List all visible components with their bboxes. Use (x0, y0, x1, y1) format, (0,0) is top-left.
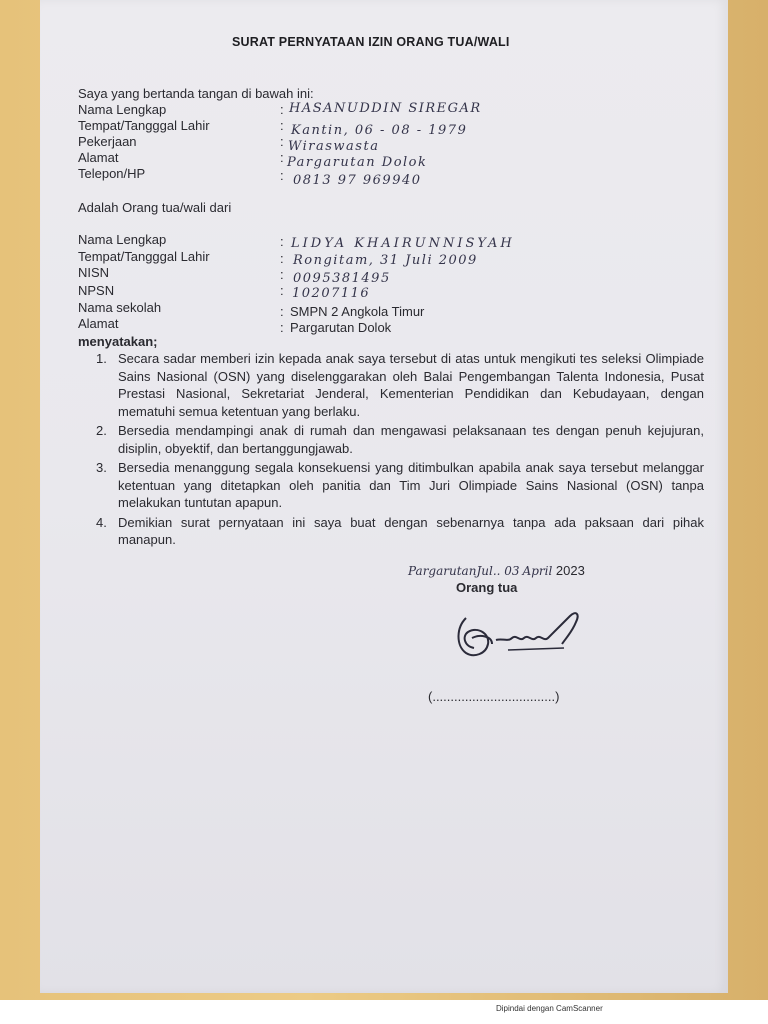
child-school-label: Nama sekolah (78, 300, 162, 315)
statement-number: 3. (96, 460, 107, 475)
statement-item (96, 459, 704, 512)
signer-role: Orang tua (456, 580, 518, 595)
guardian-of-text: Adalah Orang tua/wali dari (78, 200, 232, 215)
colon: : (280, 134, 284, 149)
child-npsn-label: NPSN (78, 283, 115, 298)
document-title: SURAT PERNYATAAN IZIN ORANG TUA/WALI (232, 35, 510, 49)
parent-address-value: Pargarutan Dolok (287, 155, 428, 170)
statement-item (96, 350, 704, 420)
statement-item (96, 422, 704, 457)
colon: : (280, 251, 284, 266)
place-date-line (408, 563, 585, 578)
colon: : (280, 267, 284, 282)
colon: : (280, 150, 284, 165)
colon: : (280, 234, 284, 249)
date-year-value: 2023 (555, 563, 585, 578)
intro-text: Saya yang bertanda tangan di bawah ini: (78, 86, 314, 101)
date-month-value: April (522, 564, 553, 578)
child-nisn-label: NISN (78, 265, 110, 280)
child-school-value: SMPN 2 Angkola Timur (290, 304, 425, 319)
statement-number: 2. (96, 423, 107, 438)
statement-text: Bersedia mendampingi anak di rumah dan mengawasi pelaksanaan tes dengan penuh kejujuran, disiplin, obyektif, dan bertanggungjawab. (118, 423, 704, 456)
scanner-footer: Dipindai dengan CamScanner (496, 1004, 603, 1013)
child-address-label: Alamat (78, 316, 119, 331)
child-nisn-value: 0095381495 (293, 271, 391, 286)
child-name-value: LIDYA KHAIRUNNISYAH (291, 236, 515, 251)
parent-name-label: Nama Lengkap (78, 102, 167, 117)
statement-text: Demikian surat pernyataan ini saya buat dengan sebenarnya tanpa ada paksaan dari pihak manapun. (118, 514, 704, 547)
parent-address-label: Alamat (78, 150, 119, 165)
child-name-label: Nama Lengkap (78, 232, 167, 247)
colon: : (280, 168, 284, 183)
parent-job-value: Wiraswasta (288, 139, 380, 154)
statement-text: Bersedia menanggung segala konsekuensi yang ditimbulkan apabila anak saya tersebut melanggar ketentuan yang ditetapkan oleh panitia dan Tim Juri Olimpiade Sains Nasional (OSN) tanpa melakukan tuntutan apapun. (118, 460, 704, 510)
statement-text: Secara sadar memberi izin kepada anak saya tersebut di atas untuk mengikuti tes seleksi Olimpiade Sains Nasional (OSN) yang diselenggarakan oleh Balai Pengembangan Talenta Indonesia, Pusat Prestasi Nasional, Sekretariat Jenderal, Kementerian Pendidikan dan Kebudayaan, dengan mematuhi semua ketentuan yang berlaku. (118, 351, 704, 419)
child-npsn-value: 10207116 (292, 286, 371, 301)
statement-list (96, 350, 704, 551)
statement-number: 4. (96, 514, 107, 530)
place-value: Pargarutan (408, 564, 477, 578)
date-day-value: Jul.. 03 (476, 564, 520, 578)
parent-birth-label: Tempat/Tangggal Lahir (78, 118, 210, 133)
child-birth-value: Rongitam, 31 Juli 2009 (293, 253, 478, 268)
parent-birth-value: Kantin, 06 - 08 - 1979 (291, 123, 468, 138)
colon: : (280, 320, 284, 335)
parent-name-value: HASANUDDIN SIREGAR (289, 101, 482, 116)
child-address-value: Pargarutan Dolok (290, 320, 392, 335)
signature-image (452, 598, 602, 668)
parent-job-label: Pekerjaan (78, 134, 137, 149)
statement-item (96, 514, 704, 549)
declares-heading: menyatakan; (78, 334, 158, 349)
colon: : (280, 102, 284, 117)
child-birth-label: Tempat/Tangggal Lahir (78, 249, 210, 264)
colon: : (280, 118, 284, 133)
signature-name-line: (..................................) (428, 689, 560, 704)
colon: : (280, 283, 284, 298)
colon: : (280, 304, 284, 319)
statement-number: 1. (96, 351, 107, 366)
parent-phone-label: Telepon/HP (78, 166, 146, 181)
parent-phone-value: 0813 97 969940 (293, 173, 422, 188)
